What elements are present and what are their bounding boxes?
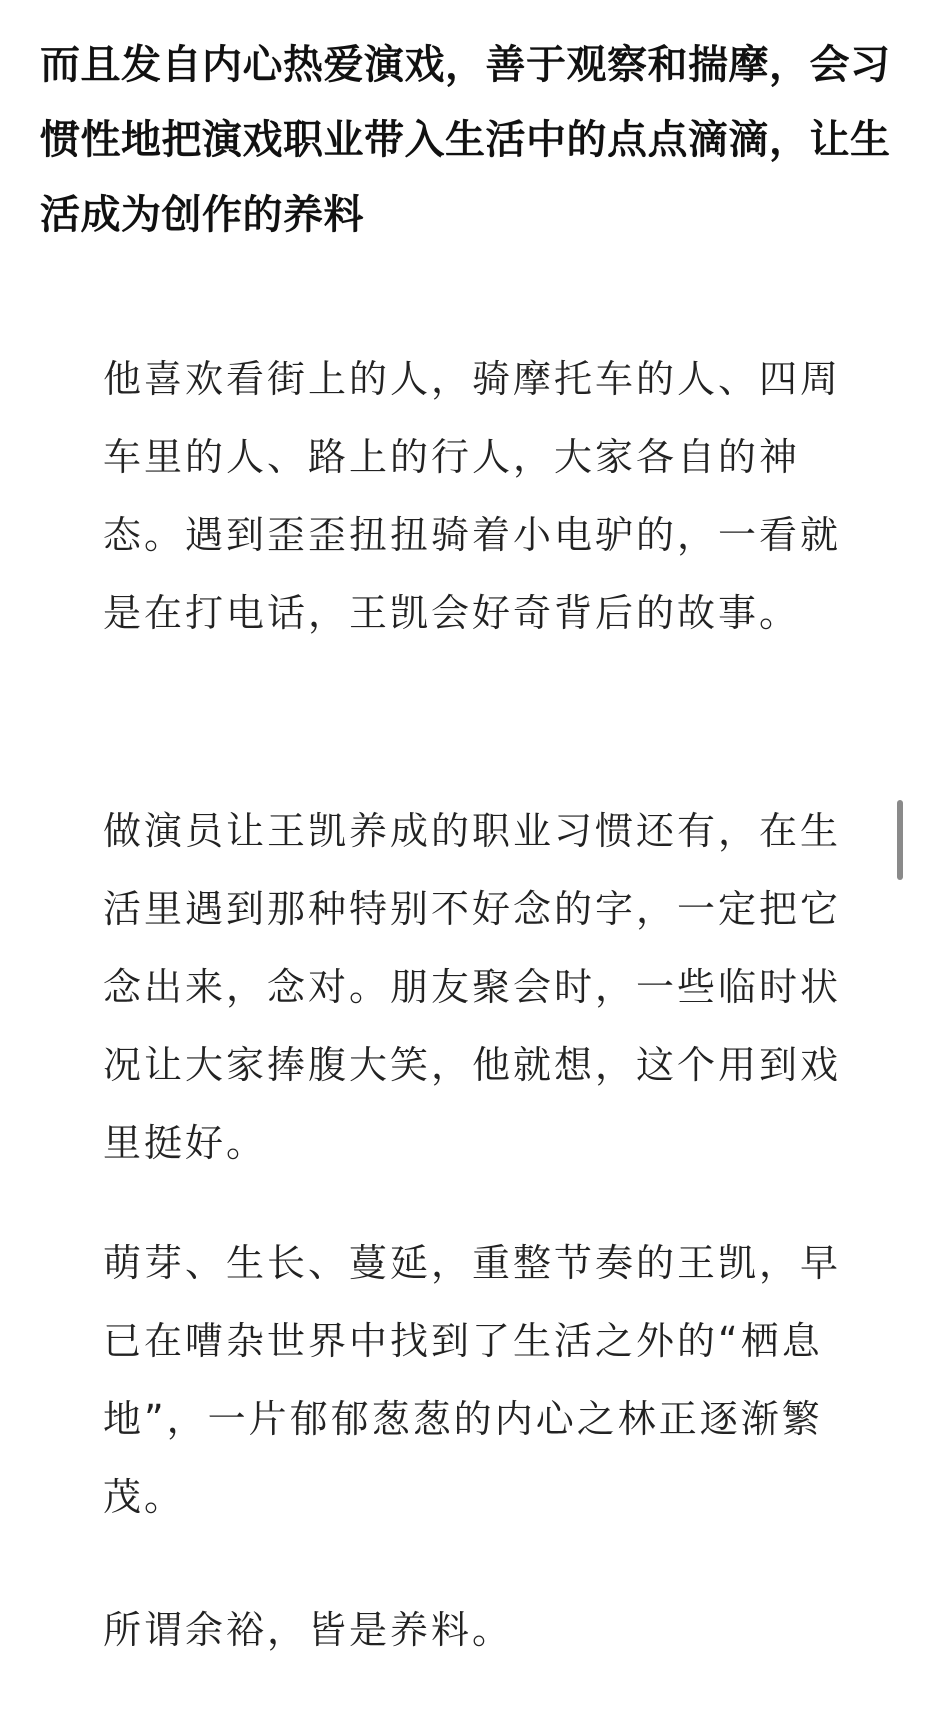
body-paragraph-3: 萌芽、生长、蔓延，重整节奏的王凯，早已在嘈杂世界中找到了生活之外的“栖息地”，一片郁郁葱葱的内心之林正逐渐繁茂。 xyxy=(103,1241,842,1519)
body-paragraph-1: 他喜欢看街上的人，骑摩托车的人、四周车里的人、路上的行人，大家各自的神态。遇到歪歪扭扭骑着小电驴的，一看就是在打电话，王凯会好奇背后的故事。 xyxy=(103,357,842,635)
scrollbar-thumb[interactable] xyxy=(897,800,903,880)
lead-paragraph: 而且发自内心热爱演戏，善于观察和揣摩，会习惯性地把演戏职业带入生活中的点点滴滴，让生活成为创作的养料 xyxy=(40,42,891,238)
body-paragraph-2: 做演员让王凯养成的职业习惯还有，在生活里遇到那种特别不好念的字，一定把它念出来，念对。朋友聚会时，一些临时状况让大家捧腹大笑，他就想，这个用到戏里挺好。 xyxy=(103,809,842,1165)
body-paragraph-4: 所谓余裕，皆是养料。 xyxy=(103,1608,514,1652)
